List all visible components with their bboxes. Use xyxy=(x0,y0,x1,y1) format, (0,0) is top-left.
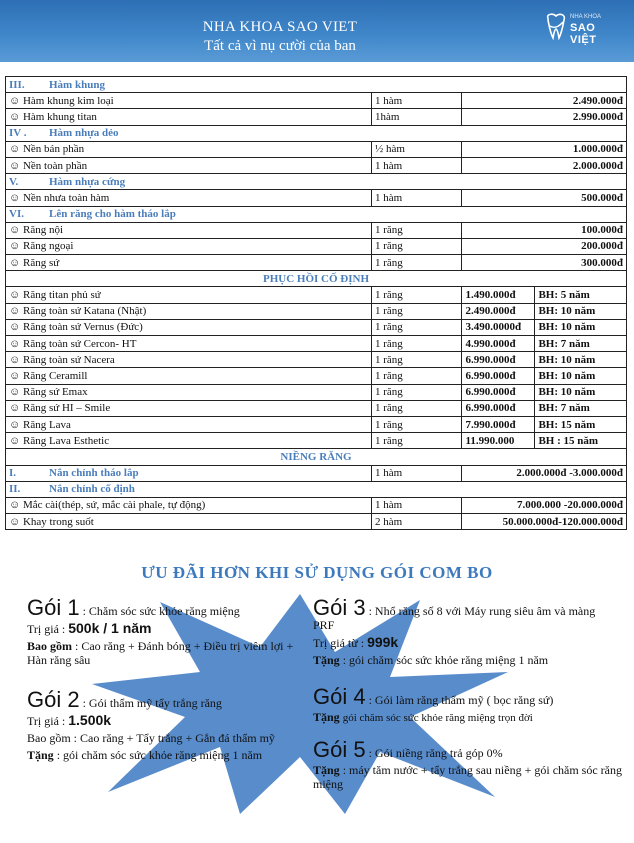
package-4-gift-label: Tặng xyxy=(313,710,340,724)
item-unit: 1hàm xyxy=(372,109,462,125)
table-row xyxy=(6,238,627,254)
item-name: ☺ Răng ngoại xyxy=(6,238,372,254)
section-number: IV . xyxy=(9,127,27,140)
item-warranty: BH: 7 năm xyxy=(535,336,627,352)
item-price: 4.990.000đ xyxy=(462,336,535,352)
item-unit: 1 răng xyxy=(372,416,462,432)
package-2-value: 1.500k xyxy=(68,712,112,728)
package-2-heading: Gói 2 xyxy=(27,687,80,712)
item-name: ☺ Răng titan phủ sứ xyxy=(6,287,372,303)
item-price: 2.000.000đ xyxy=(462,157,627,173)
package-2-include-label: Bao gồm xyxy=(27,731,71,745)
table-row xyxy=(6,481,627,497)
table-row xyxy=(6,416,627,432)
item-price: 1.490.000đ xyxy=(462,287,535,303)
item-warranty: BH: 5 năm xyxy=(535,287,627,303)
group-heading: NIỀNG RĂNG xyxy=(6,449,627,465)
table-row xyxy=(6,255,627,271)
package-5-gift: : máy tăm nước + tẩy trắng sau niềng + gói chăm sóc răng miệng xyxy=(313,763,622,791)
item-unit: 1 răng xyxy=(372,303,462,319)
package-3-value: 999k xyxy=(367,634,399,650)
table-row xyxy=(6,157,627,173)
item-name: ☺ Răng sứ xyxy=(6,255,372,271)
table-row xyxy=(6,368,627,384)
package-1-desc: : Chăm sóc sức khỏe răng miệng xyxy=(82,604,240,618)
package-1-heading: Gói 1 xyxy=(27,595,80,620)
package-3-desc: : Nhổ răng số 8 với Máy rung siêu âm và màng PRF xyxy=(313,604,596,632)
group-heading: PHỤC HỒI CỐ ĐỊNH xyxy=(6,271,627,287)
table-row xyxy=(6,384,627,400)
table-row xyxy=(6,141,627,157)
item-price: 6.990.000đ xyxy=(462,384,535,400)
section-number: VI. xyxy=(9,208,24,221)
item-price: 6.990.000đ xyxy=(462,368,535,384)
table-row xyxy=(6,77,627,93)
table-row xyxy=(6,497,627,513)
item-price: 7.000.000 -20.000.000đ xyxy=(462,497,627,513)
package-1-include-label: Bao gồm xyxy=(27,639,72,653)
item-unit: 1 răng xyxy=(372,222,462,238)
section-heading xyxy=(6,77,627,93)
item-name: ☺ Răng nội xyxy=(6,222,372,238)
item-unit: 1 răng xyxy=(372,368,462,384)
package-1-value: 500k / 1 năm xyxy=(68,620,152,636)
table-row xyxy=(6,465,627,481)
item-price: 3.490.0000đ xyxy=(462,319,535,335)
package-2-value-label: Trị giá : xyxy=(27,714,66,728)
table-row xyxy=(6,449,627,465)
item-unit: 1 răng xyxy=(372,238,462,254)
package-2 xyxy=(27,687,309,762)
item-price: 500.000đ xyxy=(462,190,627,206)
item-price: 6.990.000đ xyxy=(462,400,535,416)
section-heading xyxy=(6,125,627,141)
item-name: ☺ Răng toàn sứ Vernus (Đức) xyxy=(6,319,372,335)
package-5-gift-label: Tặng xyxy=(313,763,340,777)
package-4 xyxy=(313,684,623,725)
item-unit: 1 răng xyxy=(372,384,462,400)
item-unit: 1 răng xyxy=(372,255,462,271)
section-label: Hàm nhựa dẻo xyxy=(49,127,119,140)
package-3-heading: Gói 3 xyxy=(313,595,366,620)
clinic-title: NHA KHOA SAO VIET xyxy=(202,19,358,35)
section-number: II. xyxy=(9,483,21,496)
table-row xyxy=(6,109,627,125)
table-row xyxy=(6,93,627,109)
section-label: Hàm nhựa cứng xyxy=(49,175,126,188)
package-1-value-label: Trị giá : xyxy=(27,622,66,636)
package-2-desc: : Gói thẩm mỹ tẩy trắng răng xyxy=(82,696,222,710)
promo-title: ƯU ĐÃI HƠN KHI SỬ DỤNG GÓI COM BO xyxy=(141,563,493,582)
table-row xyxy=(6,190,627,206)
section-heading xyxy=(6,206,627,222)
item-price: 50.000.000đ-120.000.000đ xyxy=(462,514,627,530)
item-name: ☺ Răng sứ Emax xyxy=(6,384,372,400)
item-name: ☺ Hàm khung kim loại xyxy=(6,93,372,109)
table-row xyxy=(6,514,627,530)
item-name: ☺ Răng toàn sứ Katana (Nhật) xyxy=(6,303,372,319)
package-3 xyxy=(313,595,613,667)
item-name: ☺ Răng toàn sứ Nacera xyxy=(6,352,372,368)
price-table xyxy=(5,76,627,530)
item-price: 1.000.000đ xyxy=(462,141,627,157)
item-name: ☺ Răng sứ HI – Smile xyxy=(6,400,372,416)
package-1-include: : Cao răng + Đánh bóng + Điều trị viêm lợi + Hàn răng sâu xyxy=(27,639,294,667)
item-price: 2.490.000đ xyxy=(462,93,627,109)
item-name: ☺ Nền toàn phần xyxy=(6,157,372,173)
section-number: III. xyxy=(9,78,25,91)
package-4-gift: gói chăm sóc sức khỏe răng miệng trọn đời xyxy=(342,712,533,724)
table-row xyxy=(6,287,627,303)
item-price: 6.990.000đ xyxy=(462,352,535,368)
table-row xyxy=(6,206,627,222)
item-price: 2.000.000đ -3.000.000đ xyxy=(462,465,627,481)
item-unit: ½ hàm xyxy=(372,141,462,157)
item-unit: 1 hàm xyxy=(372,497,462,513)
section-label: Hàm khung xyxy=(49,78,105,91)
logo-top-text: NHA KHOA xyxy=(570,14,602,20)
item-name: ☺ Răng toàn sứ Cercon- HT xyxy=(6,336,372,352)
item-price: 200.000đ xyxy=(462,238,627,254)
table-row xyxy=(6,125,627,141)
item-name: ☺ Răng Ceramill xyxy=(6,368,372,384)
package-5-desc: : Gói niềng răng trả góp 0% xyxy=(368,746,503,760)
section-heading xyxy=(6,465,372,481)
package-5-heading: Gói 5 xyxy=(313,737,366,762)
section-number: I. xyxy=(9,467,17,480)
package-5 xyxy=(313,737,623,791)
item-name: ☺ Nền bán phần xyxy=(6,141,372,157)
item-price: 7.990.000đ xyxy=(462,416,535,432)
section-number: V. xyxy=(9,175,19,188)
item-name: ☺ Nền nhưa toàn hàm xyxy=(6,190,372,206)
item-price: 11.990.000 xyxy=(462,433,535,449)
package-4-desc: : Gói làm răng thẩm mỹ ( bọc răng sứ) xyxy=(368,693,554,707)
table-row xyxy=(6,222,627,238)
table-row xyxy=(6,303,627,319)
package-2-include: : Cao răng + Tẩy trắng + Gắn đá thẩm mỹ xyxy=(73,731,275,745)
table-row xyxy=(6,174,627,190)
item-warranty: BH: 10 năm xyxy=(535,303,627,319)
item-price: 2.990.000đ xyxy=(462,109,627,125)
item-warranty: BH: 7 năm xyxy=(535,400,627,416)
header-banner xyxy=(0,0,634,62)
package-2-gift: : gói chăm sóc sức khỏe răng miệng 1 năm xyxy=(56,748,263,762)
item-warranty: BH: 10 năm xyxy=(535,319,627,335)
item-unit: 2 hàm xyxy=(372,514,462,530)
item-name: ☺ Hàm khung titan xyxy=(6,109,372,125)
item-unit: 1 hàm xyxy=(372,157,462,173)
package-2-gift-label: Tặng xyxy=(27,748,54,762)
item-warranty: BH: 10 năm xyxy=(535,368,627,384)
item-unit: 1 răng xyxy=(372,336,462,352)
table-row xyxy=(6,336,627,352)
section-heading xyxy=(6,174,627,190)
package-1 xyxy=(27,595,297,667)
item-price: 2.490.000đ xyxy=(462,303,535,319)
item-unit: 1 hàm xyxy=(372,93,462,109)
tooth-logo-icon xyxy=(544,12,568,40)
item-unit: 1 răng xyxy=(372,319,462,335)
item-unit: 1 hàm xyxy=(372,465,462,481)
logo-name-text: SAO VIỆT xyxy=(570,22,597,46)
section-label: Nắn chỉnh tháo lắp xyxy=(49,467,139,480)
section-heading xyxy=(6,481,627,497)
table-row xyxy=(6,319,627,335)
item-warranty: BH: 10 năm xyxy=(535,352,627,368)
item-price: 300.000đ xyxy=(462,255,627,271)
item-name: ☺ Khay trong suốt xyxy=(6,514,372,530)
section-label: Lên răng cho hàm tháo lắp xyxy=(49,208,176,221)
item-warranty: BH: 10 năm xyxy=(535,384,627,400)
item-warranty: BH: 15 năm xyxy=(535,416,627,432)
item-price: 100.000đ xyxy=(462,222,627,238)
package-4-heading: Gói 4 xyxy=(313,684,366,709)
item-unit: 1 răng xyxy=(372,400,462,416)
package-3-gift: : gói chăm sóc sức khỏe răng miệng 1 năm xyxy=(342,653,549,667)
table-row xyxy=(6,433,627,449)
item-unit: 1 hàm xyxy=(372,190,462,206)
table-row xyxy=(6,400,627,416)
table-row xyxy=(6,352,627,368)
item-name: ☺ Răng Lava xyxy=(6,416,372,432)
section-label: Nắn chỉnh cố định xyxy=(49,483,135,496)
table-row xyxy=(6,271,627,287)
item-warranty: BH : 15 năm xyxy=(535,433,627,449)
clinic-slogan: Tất cả vì nụ cười của ban xyxy=(204,38,356,54)
package-3-value-label: Trị giá từ : xyxy=(313,636,365,650)
item-unit: 1 răng xyxy=(372,352,462,368)
item-unit: 1 răng xyxy=(372,287,462,303)
clinic-logo xyxy=(544,10,624,50)
item-name: ☺ Răng Lava Esthetic xyxy=(6,433,372,449)
item-unit: 1 răng xyxy=(372,433,462,449)
package-3-gift-label: Tặng xyxy=(313,653,340,667)
item-name: ☺ Mắc cài(thép, sứ, mắc cài phale, tự động) xyxy=(6,497,372,513)
